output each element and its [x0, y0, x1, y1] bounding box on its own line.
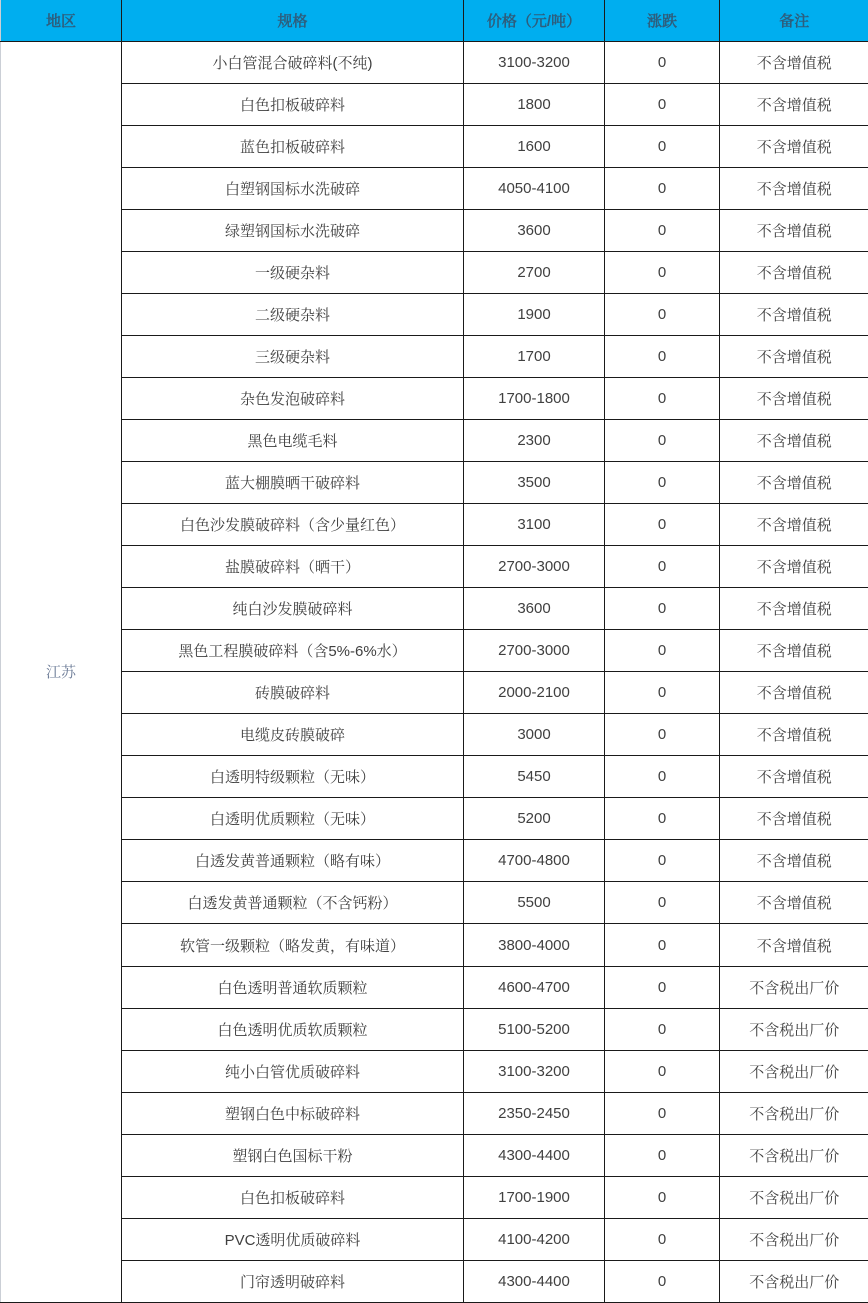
header-cell-price: 价格（元/吨） [464, 0, 605, 41]
spec-cell: 杂色发泡破碎料 [122, 377, 464, 419]
price-cell: 4300-4400 [464, 1134, 605, 1176]
price-cell: 3500 [464, 461, 605, 503]
table-row [1, 419, 868, 461]
note-cell: 不含税出厂价 [720, 1260, 868, 1302]
header-cell-region: 地区 [1, 0, 122, 41]
table-row [1, 672, 868, 714]
price-cell: 2000-2100 [464, 672, 605, 714]
note-cell: 不含增值税 [720, 588, 868, 630]
note-cell: 不含增值税 [720, 630, 868, 672]
change-cell: 0 [605, 419, 720, 461]
spec-cell: 白色透明普通软质颗粒 [122, 966, 464, 1008]
table-row [1, 504, 868, 546]
price-cell: 3800-4000 [464, 924, 605, 966]
price-cell: 4100-4200 [464, 1218, 605, 1260]
note-cell: 不含增值税 [720, 461, 868, 503]
change-cell: 0 [605, 83, 720, 125]
spec-cell: 白色透明优质软质颗粒 [122, 1008, 464, 1050]
note-cell: 不含税出厂价 [720, 966, 868, 1008]
change-cell: 0 [605, 882, 720, 924]
price-cell: 3600 [464, 209, 605, 251]
table-row [1, 1008, 868, 1050]
change-cell: 0 [605, 1092, 720, 1134]
spec-cell: 三级硬杂料 [122, 335, 464, 377]
change-cell: 0 [605, 714, 720, 756]
spec-cell: 蓝色扣板破碎料 [122, 125, 464, 167]
note-cell: 不含增值税 [720, 83, 868, 125]
note-cell: 不含税出厂价 [720, 1050, 868, 1092]
table-row [1, 167, 868, 209]
table-row [1, 1176, 868, 1218]
spec-cell: 二级硬杂料 [122, 293, 464, 335]
change-cell: 0 [605, 756, 720, 798]
price-cell: 3100-3200 [464, 41, 605, 83]
change-cell: 0 [605, 1260, 720, 1302]
note-cell: 不含增值税 [720, 167, 868, 209]
change-cell: 0 [605, 630, 720, 672]
change-cell: 0 [605, 335, 720, 377]
price-cell: 5100-5200 [464, 1008, 605, 1050]
spec-cell: 塑钢白色国标干粉 [122, 1134, 464, 1176]
table-row [1, 125, 868, 167]
note-cell: 不含增值税 [720, 209, 868, 251]
change-cell: 0 [605, 1218, 720, 1260]
table-row [1, 251, 868, 293]
note-cell: 不含增值税 [720, 924, 868, 966]
price-cell: 3100-3200 [464, 1050, 605, 1092]
note-cell: 不含税出厂价 [720, 1092, 868, 1134]
table-row [1, 293, 868, 335]
header-row [1, 0, 868, 41]
change-cell: 0 [605, 1050, 720, 1092]
change-cell: 0 [605, 209, 720, 251]
table-row [1, 714, 868, 756]
table-row [1, 1050, 868, 1092]
price-cell: 1800 [464, 83, 605, 125]
spec-cell: 黑色电缆毛料 [122, 419, 464, 461]
change-cell: 0 [605, 966, 720, 1008]
spec-cell: 白透明特级颗粒（无味） [122, 756, 464, 798]
table-row [1, 1218, 868, 1260]
table-row [1, 1260, 868, 1302]
table-row [1, 840, 868, 882]
note-cell: 不含增值税 [720, 504, 868, 546]
spec-cell: 软管一级颗粒（略发黄，有味道） [122, 924, 464, 966]
price-cell: 5500 [464, 882, 605, 924]
price-cell: 4600-4700 [464, 966, 605, 1008]
spec-cell: PVC透明优质破碎料 [122, 1218, 464, 1260]
header-cell-change: 涨跌 [605, 0, 720, 41]
change-cell: 0 [605, 377, 720, 419]
table-row [1, 377, 868, 419]
price-cell: 3000 [464, 714, 605, 756]
change-cell: 0 [605, 546, 720, 588]
note-cell: 不含税出厂价 [720, 1008, 868, 1050]
header-cell-spec: 规格 [122, 0, 464, 41]
note-cell: 不含税出厂价 [720, 1218, 868, 1260]
note-cell: 不含增值税 [720, 251, 868, 293]
spec-cell: 一级硬杂料 [122, 251, 464, 293]
price-cell: 5200 [464, 798, 605, 840]
price-cell: 4300-4400 [464, 1260, 605, 1302]
spec-cell: 白透明优质颗粒（无味） [122, 798, 464, 840]
change-cell: 0 [605, 293, 720, 335]
price-cell: 2700-3000 [464, 546, 605, 588]
table-row [1, 83, 868, 125]
change-cell: 0 [605, 41, 720, 83]
change-cell: 0 [605, 798, 720, 840]
price-cell: 2700-3000 [464, 630, 605, 672]
spec-cell: 纯白沙发膜破碎料 [122, 588, 464, 630]
table-row [1, 41, 868, 83]
table-row [1, 630, 868, 672]
change-cell: 0 [605, 672, 720, 714]
change-cell: 0 [605, 125, 720, 167]
price-cell: 1700 [464, 335, 605, 377]
spec-cell: 纯小白管优质破碎料 [122, 1050, 464, 1092]
price-cell: 1600 [464, 125, 605, 167]
table-row [1, 882, 868, 924]
spec-cell: 白色扣板破碎料 [122, 1176, 464, 1218]
price-cell: 3100 [464, 504, 605, 546]
note-cell: 不含增值税 [720, 714, 868, 756]
price-cell: 2700 [464, 251, 605, 293]
note-cell: 不含增值税 [720, 377, 868, 419]
spec-cell: 盐膜破碎料（晒干） [122, 546, 464, 588]
note-cell: 不含增值税 [720, 335, 868, 377]
table-row [1, 756, 868, 798]
spec-cell: 电缆皮砖膜破碎 [122, 714, 464, 756]
change-cell: 0 [605, 1134, 720, 1176]
price-cell: 1900 [464, 293, 605, 335]
table-row [1, 1134, 868, 1176]
change-cell: 0 [605, 251, 720, 293]
price-cell: 1700-1900 [464, 1176, 605, 1218]
price-cell: 1700-1800 [464, 377, 605, 419]
change-cell: 0 [605, 924, 720, 966]
note-cell: 不含增值税 [720, 672, 868, 714]
note-cell: 不含增值税 [720, 419, 868, 461]
table-row [1, 335, 868, 377]
table-row [1, 546, 868, 588]
note-cell: 不含增值税 [720, 840, 868, 882]
table-row [1, 588, 868, 630]
spec-cell: 黑色工程膜破碎料（含5%-6%水） [122, 630, 464, 672]
spec-cell: 白透发黄普通颗粒（不含钙粉） [122, 882, 464, 924]
price-cell: 2300 [464, 419, 605, 461]
note-cell: 不含增值税 [720, 125, 868, 167]
table-row [1, 966, 868, 1008]
spec-cell: 白色扣板破碎料 [122, 83, 464, 125]
change-cell: 0 [605, 167, 720, 209]
spec-cell: 门帘透明破碎料 [122, 1260, 464, 1302]
price-cell: 3600 [464, 588, 605, 630]
change-cell: 0 [605, 840, 720, 882]
table-row [1, 924, 868, 966]
change-cell: 0 [605, 504, 720, 546]
price-cell: 5450 [464, 756, 605, 798]
spec-cell: 白色沙发膜破碎料（含少量红色） [122, 504, 464, 546]
note-cell: 不含增值税 [720, 756, 868, 798]
change-cell: 0 [605, 1008, 720, 1050]
spec-cell: 小白管混合破碎料(不纯) [122, 41, 464, 83]
price-cell: 2350-2450 [464, 1092, 605, 1134]
table-row [1, 798, 868, 840]
note-cell: 不含税出厂价 [720, 1176, 868, 1218]
spec-cell: 塑钢白色中标破碎料 [122, 1092, 464, 1134]
change-cell: 0 [605, 461, 720, 503]
spec-cell: 蓝大棚膜晒干破碎料 [122, 461, 464, 503]
spec-cell: 白透发黄普通颗粒（略有味） [122, 840, 464, 882]
note-cell: 不含增值税 [720, 882, 868, 924]
region-cell: 江苏 [1, 41, 122, 1303]
spec-cell: 绿塑钢国标水洗破碎 [122, 209, 464, 251]
note-cell: 不含税出厂价 [720, 1134, 868, 1176]
note-cell: 不含增值税 [720, 546, 868, 588]
price-cell: 4050-4100 [464, 167, 605, 209]
table-row [1, 461, 868, 503]
price-cell: 4700-4800 [464, 840, 605, 882]
spec-cell: 砖膜破碎料 [122, 672, 464, 714]
table-row [1, 1092, 868, 1134]
note-cell: 不含增值税 [720, 293, 868, 335]
change-cell: 0 [605, 588, 720, 630]
change-cell: 0 [605, 1176, 720, 1218]
table-row [1, 209, 868, 251]
note-cell: 不含增值税 [720, 41, 868, 83]
header-cell-note: 备注 [720, 0, 868, 41]
spec-cell: 白塑钢国标水洗破碎 [122, 167, 464, 209]
note-cell: 不含增值税 [720, 798, 868, 840]
